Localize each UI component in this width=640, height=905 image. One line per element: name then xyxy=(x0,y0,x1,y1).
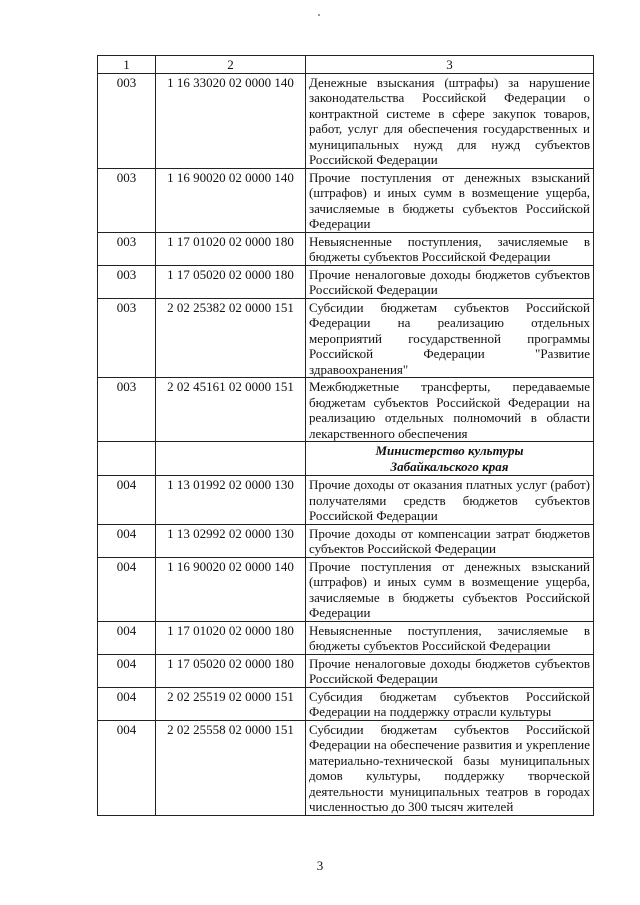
table-row xyxy=(98,168,594,232)
administrator-code: 003 xyxy=(98,378,156,442)
revenue-description: Прочие доходы от компенсации затрат бюджетов субъектов Российской Федерации xyxy=(306,524,594,557)
revenue-description: Прочие неналоговые доходы бюджетов субъектов Российской Федерации xyxy=(306,265,594,298)
administrator-code: 004 xyxy=(98,687,156,720)
administrator-code: 004 xyxy=(98,720,156,815)
table-row xyxy=(98,687,594,720)
revenue-description: Прочие доходы от оказания платных услуг (работ) получателями средств бюджетов субъектов Российской Федерации xyxy=(306,476,594,525)
table-header xyxy=(98,56,594,74)
revenue-description: Невыясненные поступления, зачисляемые в бюджеты субъектов Российской Федерации xyxy=(306,621,594,654)
header-row xyxy=(98,56,594,74)
table-row xyxy=(98,720,594,815)
empty-cell xyxy=(98,442,156,476)
section-title-line-1: Министерство культуры xyxy=(375,443,524,458)
table-row xyxy=(98,298,594,378)
budget-classification-code: 1 16 33020 02 0000 140 xyxy=(156,73,306,168)
administrator-code: 003 xyxy=(98,73,156,168)
page-number: 3 xyxy=(316,858,324,873)
budget-classification-code: 1 13 02992 02 0000 130 xyxy=(156,524,306,557)
budget-classification-code: 2 02 25558 02 0000 151 xyxy=(156,720,306,815)
revenue-description: Денежные взыскания (штрафы) за нарушение законодательства Российской Федерации о контрактной системе в сфере закупок товаров, работ, услуг для обеспечения государственных и муниципальных нужд для нужд субъектов Российской Федерации xyxy=(306,73,594,168)
budget-classification-code: 1 17 05020 02 0000 180 xyxy=(156,654,306,687)
budget-classification-code: 2 02 45161 02 0000 151 xyxy=(156,378,306,442)
budget-classification-code: 1 17 01020 02 0000 180 xyxy=(156,621,306,654)
header-col-1: 1 xyxy=(98,56,156,74)
revenue-description: Невыясненные поступления, зачисляемые в бюджеты субъектов Российской Федерации xyxy=(306,232,594,265)
header-col-2: 2 xyxy=(156,56,306,74)
empty-cell xyxy=(156,442,306,476)
table-row xyxy=(98,654,594,687)
revenue-description: Прочие поступления от денежных взысканий (штрафов) и иных сумм в возмещение ущерба, зачисляемые в бюджеты субъектов Российской Федерации xyxy=(306,557,594,621)
revenue-codes-table xyxy=(97,55,594,816)
table-row xyxy=(98,232,594,265)
budget-classification-code: 2 02 25519 02 0000 151 xyxy=(156,687,306,720)
revenue-description: Субсидии бюджетам субъектов Российской Федерации на обеспечение развития и укрепление материально-технической базы муниципальных домов культуры, поддержку творческой деятельности муниципальных театров в городах численностью до 300 тысяч жителей xyxy=(306,720,594,815)
table-row xyxy=(98,73,594,168)
budget-classification-code: 1 16 90020 02 0000 140 xyxy=(156,168,306,232)
administrator-code: 004 xyxy=(98,621,156,654)
table-row xyxy=(98,621,594,654)
table-row xyxy=(98,524,594,557)
revenue-description: Межбюджетные трансферты, передаваемые бюджетам субъектов Российской Федерации на реализацию отдельных полномочий в области лекарственного обеспечения xyxy=(306,378,594,442)
table-row xyxy=(98,265,594,298)
table-body xyxy=(98,73,594,815)
section-row xyxy=(98,442,594,476)
administrator-code: 004 xyxy=(98,476,156,525)
table-row xyxy=(98,557,594,621)
budget-classification-code: 1 17 05020 02 0000 180 xyxy=(156,265,306,298)
revenue-description: Прочие поступления от денежных взысканий (штрафов) и иных сумм в возмещение ущерба, зачисляемые в бюджеты субъектов Российской Федерации xyxy=(306,168,594,232)
administrator-code: 003 xyxy=(98,298,156,378)
administrator-code: 004 xyxy=(98,557,156,621)
budget-classification-code: 1 13 01992 02 0000 130 xyxy=(156,476,306,525)
budget-classification-code: 2 02 25382 02 0000 151 xyxy=(156,298,306,378)
revenue-description: Прочие неналоговые доходы бюджетов субъектов Российской Федерации xyxy=(306,654,594,687)
table-row xyxy=(98,378,594,442)
administrator-code: 003 xyxy=(98,265,156,298)
section-title xyxy=(306,442,594,476)
section-title-line-2: Забайкальского края xyxy=(390,459,509,474)
administrator-code: 003 xyxy=(98,232,156,265)
revenue-description: Субсидия бюджетам субъектов Российской Федерации на поддержку отрасли культуры xyxy=(306,687,594,720)
budget-classification-code: 1 16 90020 02 0000 140 xyxy=(156,557,306,621)
revenue-description: Субсидии бюджетам субъектов Российской Федерации на реализацию отдельных мероприятий государственной программы Российской Федерации "Развитие здравоохранения" xyxy=(306,298,594,378)
budget-classification-code: 1 17 01020 02 0000 180 xyxy=(156,232,306,265)
administrator-code: 004 xyxy=(98,654,156,687)
scan-mark xyxy=(318,14,320,16)
header-col-3: 3 xyxy=(306,56,594,74)
administrator-code: 004 xyxy=(98,524,156,557)
table-row xyxy=(98,476,594,525)
administrator-code: 003 xyxy=(98,168,156,232)
